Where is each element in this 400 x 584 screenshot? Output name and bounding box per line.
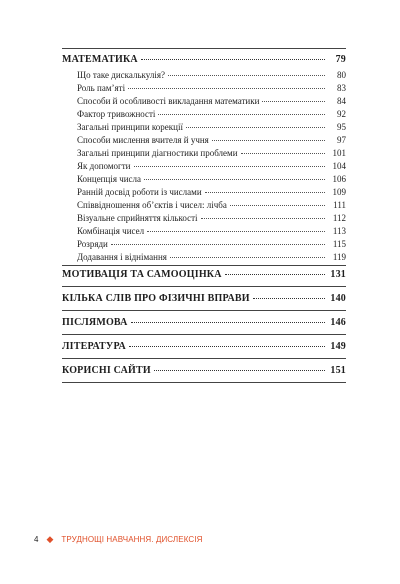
running-title: ТРУДНОЩІ НАВЧАННЯ. ДИСЛЕКСІЯ [61, 534, 203, 544]
dot-leader [128, 88, 325, 89]
toc-entry-page: 92 [337, 109, 346, 119]
dot-leader [168, 75, 325, 76]
toc-entry-title: Концепція числа [77, 174, 142, 184]
toc-entry-page: 140 [330, 293, 346, 304]
toc-sub-item[interactable] [77, 149, 346, 158]
toc-sub-item[interactable] [77, 227, 346, 236]
toc-entry-title: Загальні принципи корекції [77, 122, 183, 132]
toc-entry-title: ПІСЛЯМОВА [62, 317, 128, 328]
toc-entry-page: 115 [332, 239, 346, 249]
section-rule [62, 358, 346, 359]
dot-leader [201, 218, 325, 219]
toc-entry-title: Співвідношення об’єктів і чисел: лічба [77, 200, 227, 210]
dot-leader [129, 346, 325, 347]
dot-leader [225, 274, 325, 275]
toc-entry-page: 151 [330, 365, 346, 376]
toc-entry-title: КІЛЬКА СЛІВ ПРО ФІЗИЧНІ ВПРАВИ [62, 293, 250, 304]
toc-entry-title: Додавання і віднімання [77, 252, 167, 262]
toc-entry-page: 97 [337, 135, 346, 145]
toc-entry-title: Ранній досвід роботи із числами [77, 187, 202, 197]
top-rule [62, 48, 346, 49]
toc-entry-page: 149 [330, 341, 346, 352]
toc-entry-title: КОРИСНІ САЙТИ [62, 365, 151, 376]
section-rule [62, 265, 346, 266]
toc-sub-item[interactable] [77, 110, 346, 119]
toc-entry-title: Роль пам’яті [77, 83, 126, 93]
toc-entry-page: 80 [337, 70, 346, 80]
toc-entry-page: 113 [332, 226, 346, 236]
toc-entry-page: 111 [333, 200, 346, 210]
toc-sub-item[interactable] [77, 253, 346, 262]
toc-sub-item[interactable] [77, 162, 346, 171]
toc-entry-title: Способи мислення вчителя й учня [77, 135, 209, 145]
toc-sub-item[interactable] [77, 123, 346, 132]
toc-entry-title: ЛІТЕРАТУРА [62, 341, 126, 352]
toc-sub-item[interactable] [77, 201, 346, 210]
toc-entry-page: 119 [332, 252, 346, 262]
section-rule [62, 334, 346, 335]
toc-entry-page: 95 [337, 122, 346, 132]
dot-leader [141, 59, 325, 60]
toc-entry-page: 101 [332, 148, 346, 158]
toc-sub-item[interactable] [77, 97, 346, 106]
dot-leader [262, 101, 325, 102]
toc-sub-item[interactable] [77, 84, 346, 93]
dot-leader [111, 244, 325, 245]
toc-entry-page: 146 [330, 317, 346, 328]
toc-section-exercise[interactable] [62, 294, 346, 304]
toc-entry-page: 104 [332, 161, 346, 171]
dot-leader [253, 298, 325, 299]
toc-entry-title: Способи й особливості викладання математики [77, 96, 260, 106]
dot-leader [144, 179, 325, 180]
toc-entry-title: Що таке дискалькулія? [77, 70, 166, 80]
dot-leader [170, 257, 325, 258]
dot-leader [158, 114, 325, 115]
dot-leader [212, 140, 325, 141]
dot-leader [147, 231, 325, 232]
page-footer [34, 535, 202, 544]
toc-entry-title: Візуальне сприйняття кількості [77, 213, 198, 223]
toc-sub-item[interactable] [77, 188, 346, 197]
toc-entry-page: 112 [332, 213, 346, 223]
diamond-bullet-icon: ◆ [46, 534, 54, 544]
toc-sub-item[interactable] [77, 240, 346, 249]
toc-entry-page: 109 [332, 187, 346, 197]
toc-section-motivation[interactable] [62, 270, 346, 280]
bottom-rule [62, 382, 346, 383]
toc-entry-page: 106 [332, 174, 346, 184]
toc-sub-item[interactable] [77, 175, 346, 184]
dot-leader [134, 166, 326, 167]
section-rule [62, 286, 346, 287]
toc-sub-item[interactable] [77, 214, 346, 223]
toc-entry-title: Як допомогти [77, 161, 131, 171]
toc-entry-page: 84 [337, 96, 346, 106]
toc-entry-title: МАТЕМАТИКА [62, 54, 138, 65]
dot-leader [241, 153, 325, 154]
toc-section-afterword[interactable] [62, 318, 346, 328]
toc-entry-page: 83 [337, 83, 346, 93]
toc-entry-title: Розряди [77, 239, 108, 249]
toc-entry-title: МОТИВАЦІЯ ТА САМООЦІНКА [62, 269, 222, 280]
toc-entry-title: Фактор тривожності [77, 109, 156, 119]
toc-section-mathematics[interactable] [62, 55, 346, 65]
page-number: 4 [34, 534, 39, 544]
dot-leader [205, 192, 325, 193]
dot-leader [186, 127, 325, 128]
dot-leader [154, 370, 325, 371]
toc-entry-page: 79 [335, 54, 346, 65]
toc-entry-title: Комбінація чисел [77, 226, 145, 236]
toc-section-useful-sites[interactable] [62, 366, 346, 376]
toc-entry-title: Загальні принципи діагностики проблеми [77, 148, 238, 158]
toc-sub-item[interactable] [77, 136, 346, 145]
toc-section-literature[interactable] [62, 342, 346, 352]
dot-leader [131, 322, 325, 323]
toc-entry-page: 131 [330, 269, 346, 280]
section-rule [62, 310, 346, 311]
dot-leader [230, 205, 325, 206]
toc-sub-item[interactable] [77, 71, 346, 80]
